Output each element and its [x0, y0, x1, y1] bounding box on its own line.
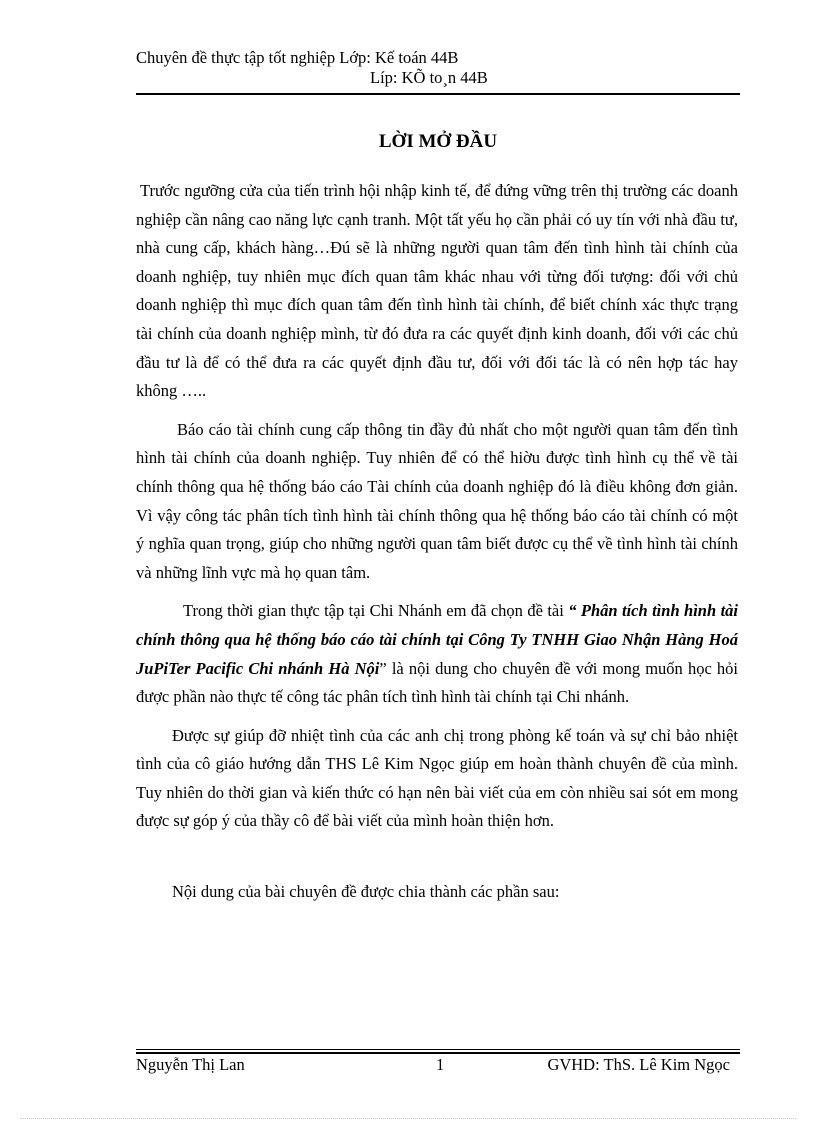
topic-title-emphasis: “ Phân tích tình hình tài chính thông qua hệ thống báo cáo tài chính tại Công Ty TNHH Giao Nhận Hàng Hoá JuPiTer Pacific Chi nhánh Hà Nội: [136, 601, 738, 678]
paragraph-intro: Trước ngưỡng cửa của tiến trình hội nhập kinh tế, để đứng vững trên thị trường các doanh nghiệp cần nâng cao năng lực cạnh tranh. Một tất yếu họ cần phải có uy tín với nhà đầu tư, nhà cung cấp, khách hàng…Đú sẽ là những người quan tâm đến tình hình tài chính của doanh nghiệp, tuy nhiên mục đích quan tâm khác nhau với từng đối tượng: đối với chủ doanh nghiệp thì mục đích quan tâm đến tình hình tài chính, để biết chính xác thực trạng tài chính của doanh nghiệp mình, từ đó đưa ra các quyết định kinh doanh, đối với các chủ đầu tư là để có thể đưa ra các quyết định đầu tư, đối với đối tác là có nên hợp tác hay không …..: [136, 181, 738, 401]
footer-author: Nguyễn Thị Lan: [136, 1055, 245, 1074]
footer-advisor: GVHD: ThS. Lê Kim Ngọc: [547, 1055, 730, 1074]
paragraph-financial-reports: Báo cáo tài chính cung cấp thông tin đầy đủ nhất cho một người quan tâm đến tình hình tài chính của doanh nghiệp. Tuy nhiên để có thể hiờu được tình hình cụ thể về tài chính thông qua hệ thống báo cáo Tài chính của doanh nghiệp đó là điều không đơn giản. Vì vậy công tác phân tích tình hình tài chính thông qua hệ thống báo cáo tài chính có một ý nghĩa quan trọng, giúp cho những người quan tâm biết được cụ thể về tình hình tài chính và những lĩnh vực mà họ quan tâm.: [136, 419, 738, 582]
topic-trail-text: ” là nội dung cho chuyên đề với mong muốn học hỏi được phần nào thực tế công tác phân tích tình hình tài chính tại Chi nhánh.: [136, 658, 739, 707]
paragraph-contents-intro: Nội dung của bài chuyên đề được chia thành các phần sau:: [172, 882, 560, 902]
footer-rule-thick: [136, 1052, 740, 1054]
page-header: [136, 48, 740, 88]
topic-lead-text: Trong thời gian thực tập tại Chi Nhánh em đã chọn đề tài: [183, 601, 569, 621]
page-number: 1: [436, 1055, 445, 1074]
paragraph-topic: [136, 597, 738, 711]
document-body: [136, 177, 738, 917]
header-course-line: Chuyên đề thực tập tốt nghiệp Lớp: Kế toán 44B: [136, 48, 459, 67]
header-class-line: Líp: KÕ to¸n 44B: [370, 68, 488, 87]
footer-rule-thin: [136, 1049, 740, 1050]
page-footer: [136, 1055, 740, 1075]
page-bottom-border: [20, 1118, 796, 1119]
page-title: LỜI MỞ ĐẦU: [378, 131, 498, 152]
paragraph-acknowledgement: Được sự giúp đỡ nhiệt tình của các anh chị trong phòng kế toán và sự chỉ bảo nhiệt tình của cô giáo hướng dẫn THS Lê Kim Ngọc giúp em hoàn thành chuyên đề của mình. Tuy nhiên do thời gian và kiến thức có hạn nên bài viết của em còn nhiều sai sót em mong được sự góp ý của thầy cô để bài viết của mình hoàn thiện hơn.: [136, 725, 738, 831]
header-rule: [136, 93, 740, 95]
